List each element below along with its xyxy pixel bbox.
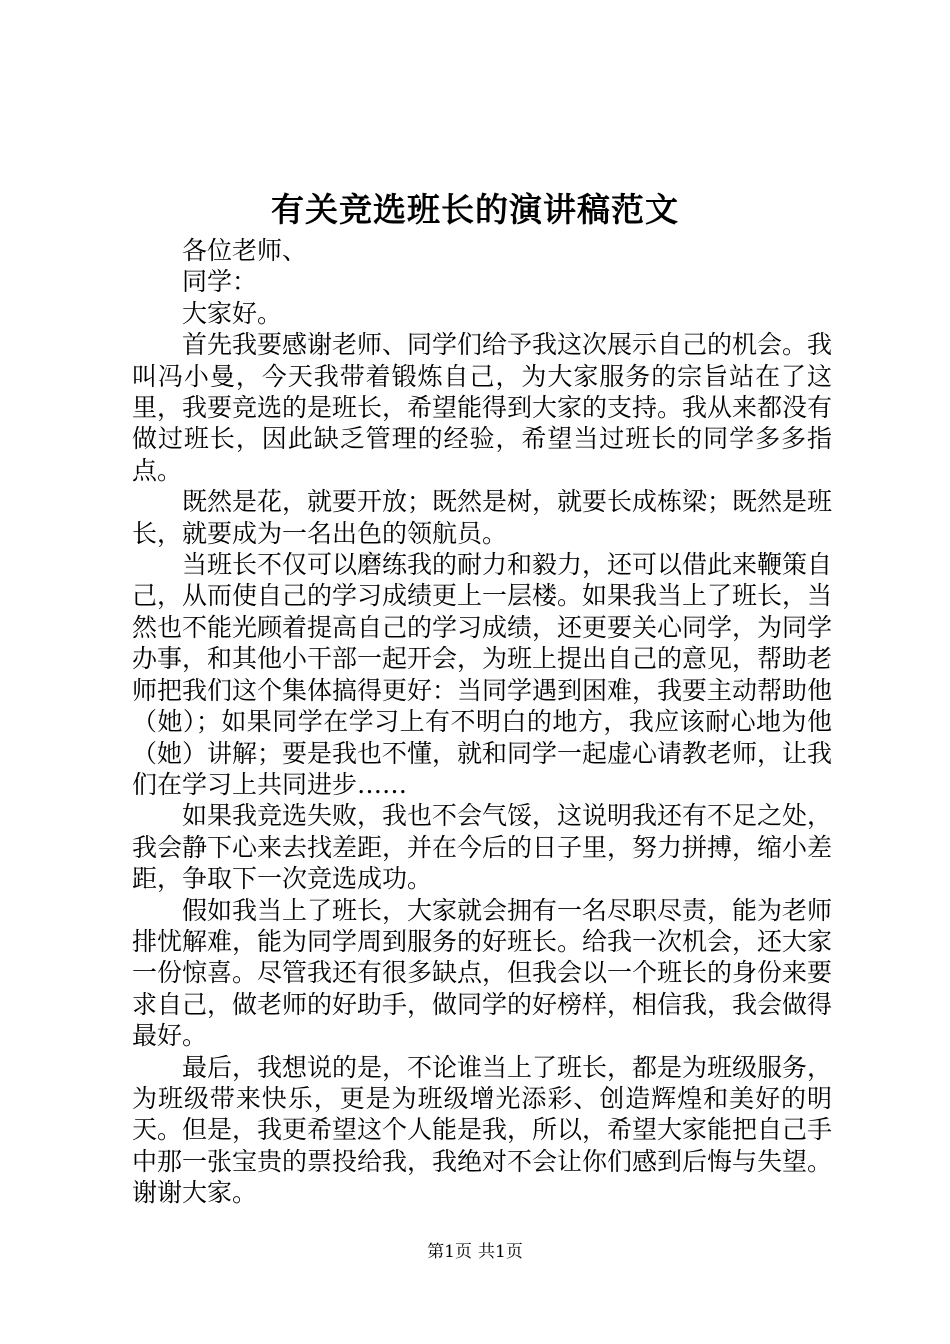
greeting-line: 各位老师、	[182, 236, 308, 265]
document-title: 有关竞选班长的演讲稿范文	[271, 190, 679, 229]
greeting-line: 大家好。	[182, 298, 283, 328]
body-paragraph: 最后，我想说的是，不论谁当上了班长，都是为班级服务，为班级带来快乐，更是为班级增光添彩、创造辉煌和美好的明天。但是，我更希望这个人能是我，所以，希望大家能把自己手中那一张宝贵的票投给我，我绝对不会让你们感到后悔与失望。谢谢大家。	[132, 1052, 833, 1208]
document-body	[132, 235, 832, 1209]
body-paragraph: 当班长不仅可以磨练我的耐力和毅力，还可以借此来鞭策自己，从而使自己的学习成绩更上一层楼。如果我当上了班长，当然也不能光顾着提高自己的学习成绩，还更要关心同学，为同学办事，和其他小干部一起开会，为班上提出自己的意见，帮助老师把我们这个集体搞得更好：当同学遇到困难，我要主动帮助他（她）；如果同学在学习上有不明白的地方，我应该耐心地为他（她）讲解；要是我也不懂，就和同学一起虚心请教老师，让我们在学习上共同进步……	[132, 550, 833, 799]
body-paragraph: 首先我要感谢老师、同学们给予我这次展示自己的机会。我叫冯小曼，今天我带着锻炼自己，为大家服务的宗旨站在了这里，我要竞选的是班长，希望能得到大家的支持。我从来都没有做过班长，因此缺乏管理的经验，希望当过班长的同学多多指点。	[132, 330, 833, 485]
page-number: 第1页	[427, 1242, 472, 1262]
greeting-line: 同学：	[182, 267, 258, 297]
body-paragraph: 既然是花，就要开放；既然是树，就要长成栋梁；既然是班长，就要成为一名出色的领航员。	[132, 487, 833, 548]
body-paragraph: 假如我当上了班长，大家就会拥有一名尽职尽责，能为老师排忧解难，能为同学周到服务的好班长。给我一次机会，还大家一份惊喜。尽管我还有很多缺点，但我会以一个班长的身份来要求自己，做老师的好助手，做同学的好榜样，相信我，我会做得最好。	[132, 895, 833, 1051]
body-paragraph: 如果我竞选失败，我也不会气馁，这说明我还有不足之处，我会静下心来去找差距，并在今后的日子里，努力拼搏，缩小差距，争取下一次竞选成功。	[132, 801, 833, 894]
page-total: 共1页	[478, 1242, 523, 1262]
page-footer	[0, 1240, 950, 1264]
